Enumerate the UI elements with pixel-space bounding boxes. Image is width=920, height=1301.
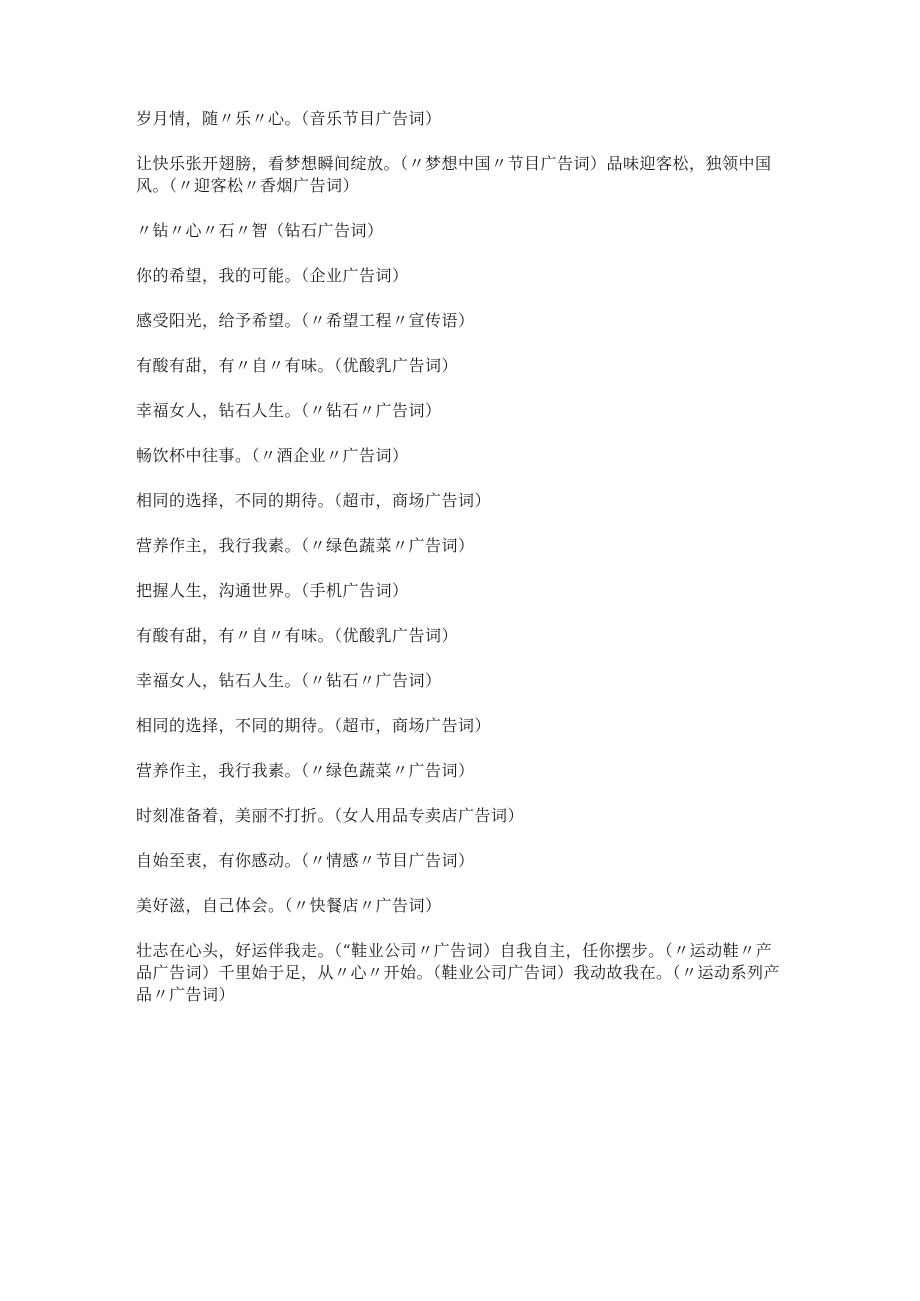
paragraph: 幸福女人，钻石人生。（〃钻石〃广告词） bbox=[136, 671, 442, 690]
paragraph: 畅饮杯中往事。（〃酒企业〃广告词） bbox=[136, 446, 409, 465]
paragraph: 把握人生，沟通世界。（手机广告词） bbox=[136, 581, 409, 600]
paragraph: 美好滋，自己体会。（〃快餐店〃广告词） bbox=[136, 896, 442, 915]
paragraph: 〃钻〃心〃石〃智（钻石广告词） bbox=[136, 221, 384, 240]
paragraph: 营养作主，我行我素。（〃绿色蔬菜〃广告词） bbox=[136, 536, 475, 555]
paragraph: 感受阳光，给予希望。（〃希望工程〃宣传语） bbox=[136, 311, 475, 330]
paragraph: 幸福女人，钻石人生。（〃钻石〃广告词） bbox=[136, 401, 442, 420]
paragraph: 相同的选择，不同的期待。（超市，商场广告词） bbox=[136, 716, 492, 735]
document-body bbox=[136, 108, 786, 1029]
paragraph: 壮志在心头，好运伴我走。（“鞋业公司〃广告词）自我自主，任你摆步。（〃运动鞋〃产品广告词）千里始于足，从〃心〃开始。（鞋业公司广告词）我动故我在。（〃运动系列产品〃广告词） bbox=[136, 941, 781, 1004]
paragraph: 有酸有甜，有〃自〃有味。（优酸乳广告词） bbox=[136, 356, 459, 375]
paragraph: 你的希望，我的可能。（企业广告词） bbox=[136, 266, 409, 285]
paragraph: 让快乐张开翅膀，看梦想瞬间绽放。（〃梦想中国〃节目广告词）品味迎客松，独领中国风。（〃迎客松〃香烟广告词） bbox=[136, 154, 772, 195]
paragraph: 相同的选择，不同的期待。（超市，商场广告词） bbox=[136, 491, 492, 510]
paragraph: 岁月情，随〃乐〃心。（音乐节目广告词） bbox=[136, 109, 442, 128]
paragraph: 时刻准备着，美丽不打折。（女人用品专卖店广告词） bbox=[136, 806, 525, 825]
paragraph: 自始至衷，有你感动。（〃情感〃节目广告词） bbox=[136, 851, 475, 870]
paragraph: 营养作主，我行我素。（〃绿色蔬菜〃广告词） bbox=[136, 761, 475, 780]
paragraph: 有酸有甜，有〃自〃有味。（优酸乳广告词） bbox=[136, 626, 459, 645]
